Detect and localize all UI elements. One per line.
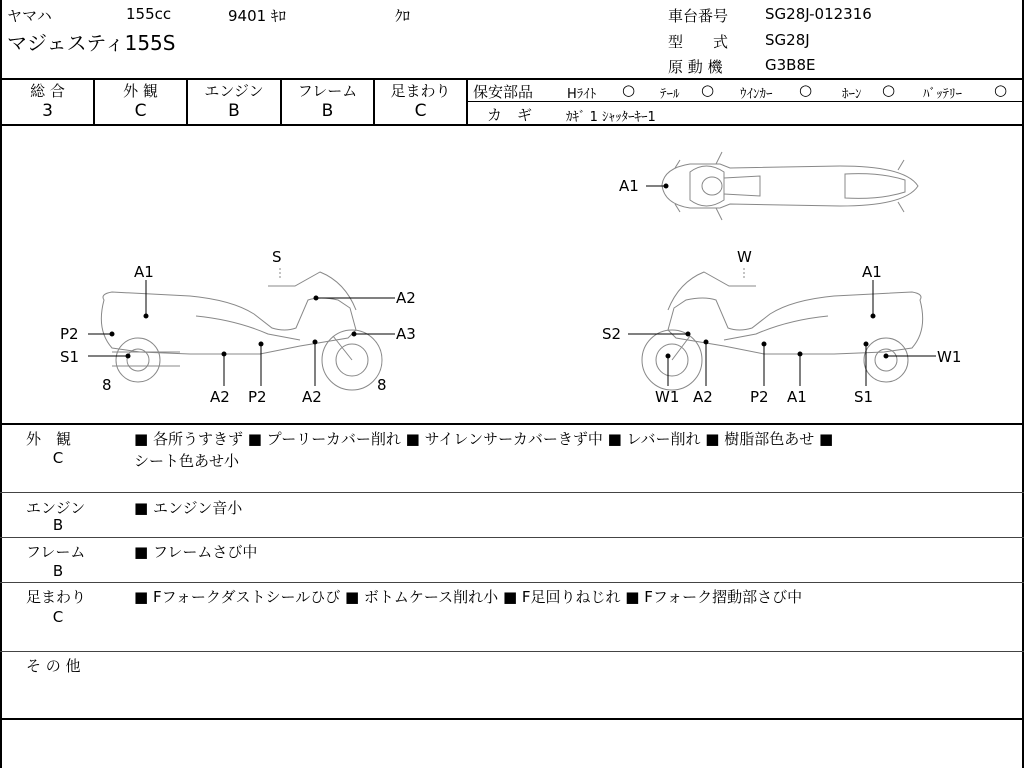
- comment-line: ■ 各所うすきず ■ プーリーカバー削れ ■ サイレンサーカバーきず中 ■ レバー削れ ■ 樹脂部色あせ ■: [134, 430, 834, 448]
- label-right-s2: S2: [602, 325, 622, 343]
- safety-label: 保安部品: [473, 83, 534, 101]
- label-left-a2-bottom2: A2: [302, 388, 322, 406]
- label-right-w1: W1: [937, 348, 962, 366]
- label-right-a1-bottom: A1: [787, 388, 807, 406]
- grid-line: [0, 537, 1024, 538]
- comment-line: シート色あせ小: [134, 452, 240, 470]
- comment-category-other: そ の 他: [26, 657, 81, 675]
- top-view-bike: [662, 152, 918, 220]
- label-left-8b: 8: [377, 376, 387, 394]
- label-top-a1: A1: [619, 177, 639, 195]
- key-label: カ ギ: [487, 106, 533, 124]
- label-left-p2-bottom: P2: [248, 388, 267, 406]
- safety-mark-winker: ○: [799, 81, 813, 99]
- grade-value-frame: B: [321, 101, 334, 121]
- engine-label: 原 動 機: [668, 58, 723, 76]
- label-left-a1: A1: [134, 263, 154, 281]
- safety-item-battery: ﾊﾞｯﾃﾘｰ: [923, 87, 962, 102]
- label-right-a2-bottom: A2: [693, 388, 713, 406]
- comment-category-engine: エンジン: [26, 499, 86, 517]
- frame-no-label: 車台番号: [668, 7, 729, 25]
- label-left-a2: A2: [396, 289, 416, 307]
- grid-line: [0, 423, 1024, 425]
- label-right-a1: A1: [862, 263, 882, 281]
- label-left-a3: A3: [396, 325, 416, 343]
- safety-item-tail: ﾃｰﾙ: [660, 87, 680, 102]
- comment-category-exterior: 外 観: [26, 430, 72, 448]
- grade-label-engine: エンジン: [204, 82, 264, 100]
- label-right-p2-bottom: P2: [750, 388, 769, 406]
- mileage: 9401 ｷﾛ: [228, 7, 286, 25]
- comment-grade-suspension: C: [52, 608, 64, 626]
- damage-diagram: [0, 126, 1024, 422]
- grid-line: [0, 718, 1024, 720]
- label-left-s: S: [272, 248, 282, 266]
- left-side-bike: [101, 268, 382, 390]
- grid-line: [0, 582, 1024, 583]
- color: ｸﾛ: [395, 7, 411, 25]
- comment-grade-frame: B: [52, 562, 64, 580]
- safety-mark-horn: ○: [882, 81, 896, 99]
- key-value: ｶｷﾞ 1 ｼｬｯﾀｰｷｰ1: [566, 110, 656, 125]
- maker: ヤマハ: [7, 7, 52, 25]
- grid-line: [466, 78, 468, 124]
- safety-mark-headlight: ○: [622, 81, 636, 99]
- grade-value-overall: 3: [42, 101, 53, 121]
- safety-mark-battery: ○: [994, 81, 1008, 99]
- grade-label-suspension: 足まわり: [390, 82, 451, 100]
- grade-label-frame: フレーム: [297, 82, 358, 100]
- label-left-s1: S1: [60, 348, 80, 366]
- type-label: 型 式: [668, 33, 729, 51]
- comment-category-suspension: 足まわり: [26, 588, 87, 606]
- comment-grade-exterior: C: [52, 449, 64, 467]
- label-left-a2-bottom: A2: [210, 388, 230, 406]
- safety-mark-tail: ○: [701, 81, 715, 99]
- engine-value: G3B8E: [765, 56, 816, 74]
- comment-line: ■ エンジン音小: [134, 499, 243, 517]
- comment-grade-engine: B: [52, 516, 64, 534]
- safety-item-horn: ﾎｰﾝ: [842, 87, 862, 102]
- displacement: 155cc: [126, 5, 172, 23]
- right-side-bike: [642, 268, 923, 390]
- frame-no: SG28J-012316: [765, 5, 872, 23]
- grade-value-exterior: C: [134, 101, 147, 121]
- label-right-w: W: [737, 248, 752, 266]
- grid-line: [0, 492, 1024, 493]
- grade-label-overall: 総 合: [30, 82, 65, 100]
- safety-item-winker: ｳｲﾝｶｰ: [740, 87, 773, 102]
- label-right-w1-bottom: W1: [655, 388, 680, 406]
- safety-item-headlight: Hﾗｲﾄ: [567, 87, 597, 102]
- grade-value-suspension: C: [414, 101, 427, 121]
- label-left-p2: P2: [60, 325, 79, 343]
- comment-category-frame: フレーム: [26, 543, 86, 561]
- comment-line: ■ フレームさび中: [134, 543, 258, 561]
- comment-line: ■ Fフォークダストシールひび ■ ボトムケース削れ小 ■ F足回りねじれ ■ Fフォーク摺動部さび中: [134, 588, 803, 606]
- grid-line: [0, 651, 1024, 652]
- model-name: マジェスティ155S: [7, 31, 176, 55]
- label-right-s1-bottom: S1: [854, 388, 874, 406]
- grade-value-engine: B: [228, 101, 240, 121]
- grade-label-exterior: 外 観: [123, 82, 158, 100]
- type-value: SG28J: [765, 31, 810, 49]
- label-left-8a: 8: [102, 376, 112, 394]
